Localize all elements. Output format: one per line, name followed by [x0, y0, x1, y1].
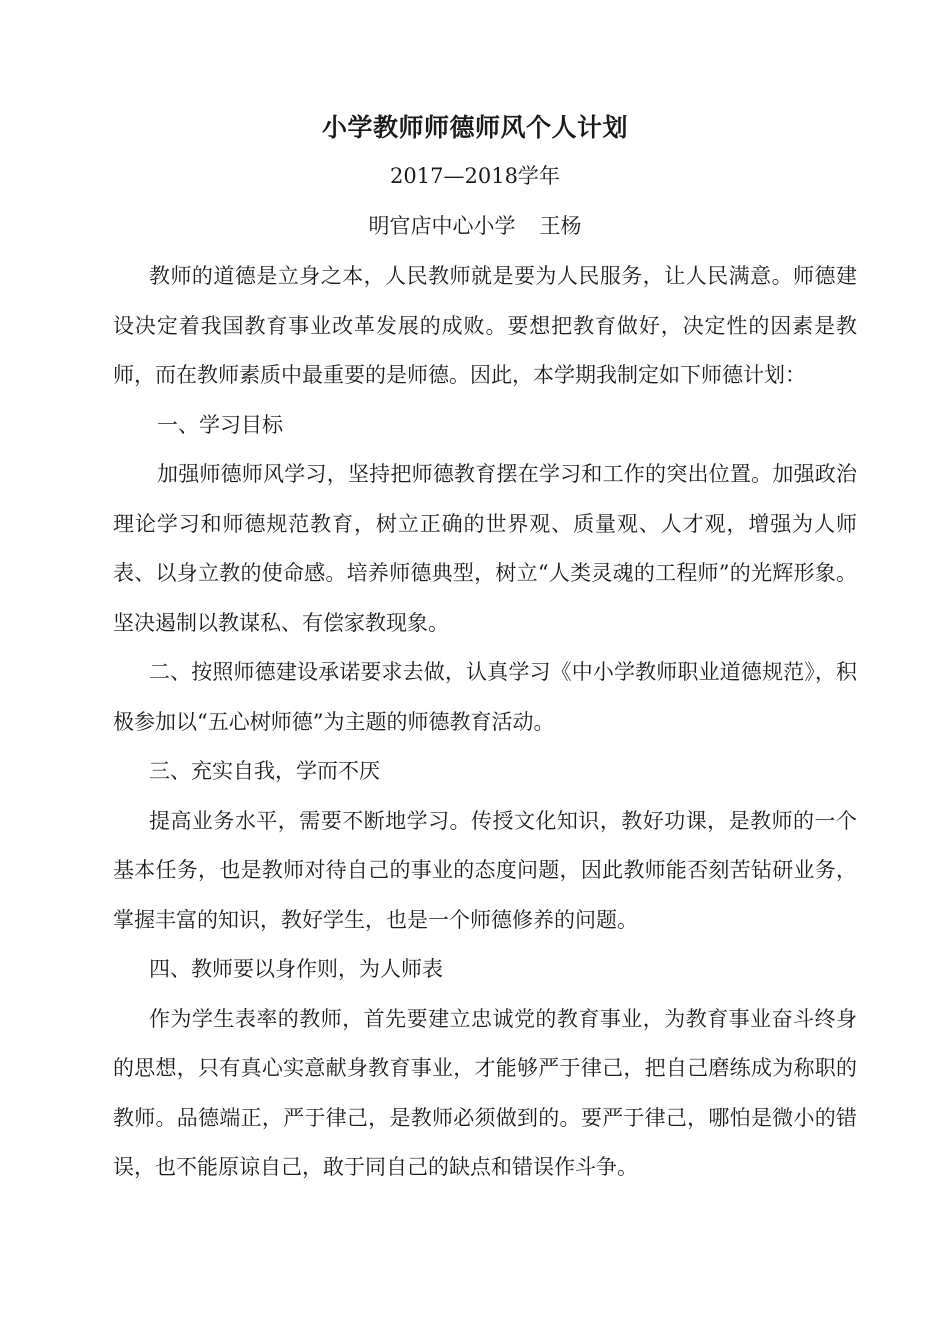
- author-name: 王杨: [539, 214, 582, 238]
- section-paragraph-3: 提高业务水平，需要不断地学习。传授文化知识，教好功课，是教师的一个基本任务，也是教师对待自己的事业的态度问题，因此教师能否刻苦钻研业务，掌握丰富的知识，教好学生，也是一个师德修养的问题。: [113, 808, 857, 932]
- document-body: [113, 252, 857, 1193]
- section-heading-4: 四、教师要以身作则，为人师表: [149, 957, 443, 981]
- document-title: 小学教师师德师风个人计划: [321, 113, 628, 142]
- section-paragraph-1: 加强师德师风学习，坚持把师德教育摆在学习和工作的突出位置。加强政治理论学习和师德规范教育，树立正确的世界观、质量观、人才观，增强为人师表、以身立教的使命感。培养师德典型，树立“人类灵魂的工程师”的光辉形象。坚决遏制以教谋私、有偿家教现象。: [113, 462, 857, 635]
- author-line: [0, 206, 950, 246]
- school-name: 明官店中心小学: [368, 214, 516, 238]
- section-heading-2: 二、按照师德建设承诺要求去做，认真学习《中小学教师职业道德规范》，积极参加以“五心树师德”为主题的师德教育活动。: [113, 660, 857, 734]
- section-paragraph-4: 作为学生表率的教师，首先要建立忠诚党的教育事业，为教育事业奋斗终身的思想，只有真心实意献身教育事业，才能够严于律己，把自己磨练成为称职的教师。品德端正，严于律己，是教师必须做到的。要严于律己，哪怕是微小的错误，也不能原谅自己，敢于同自己的缺点和错误作斗争。: [113, 1006, 857, 1179]
- intro-paragraph: 教师的道德是立身之本，人民教师就是要为人民服务，让人民满意。师德建设决定着我国教育事业改革发展的成败。要想把教育做好，决定性的因素是教师，而在教师素质中最重要的是师德。因此，本学期我制定如下师德计划：: [113, 264, 857, 387]
- section-heading-1: 一、学习目标: [157, 412, 283, 437]
- academic-year: 2017—2018学年: [390, 164, 560, 188]
- section-heading-3: 三、充实自我，学而不厌: [149, 759, 380, 783]
